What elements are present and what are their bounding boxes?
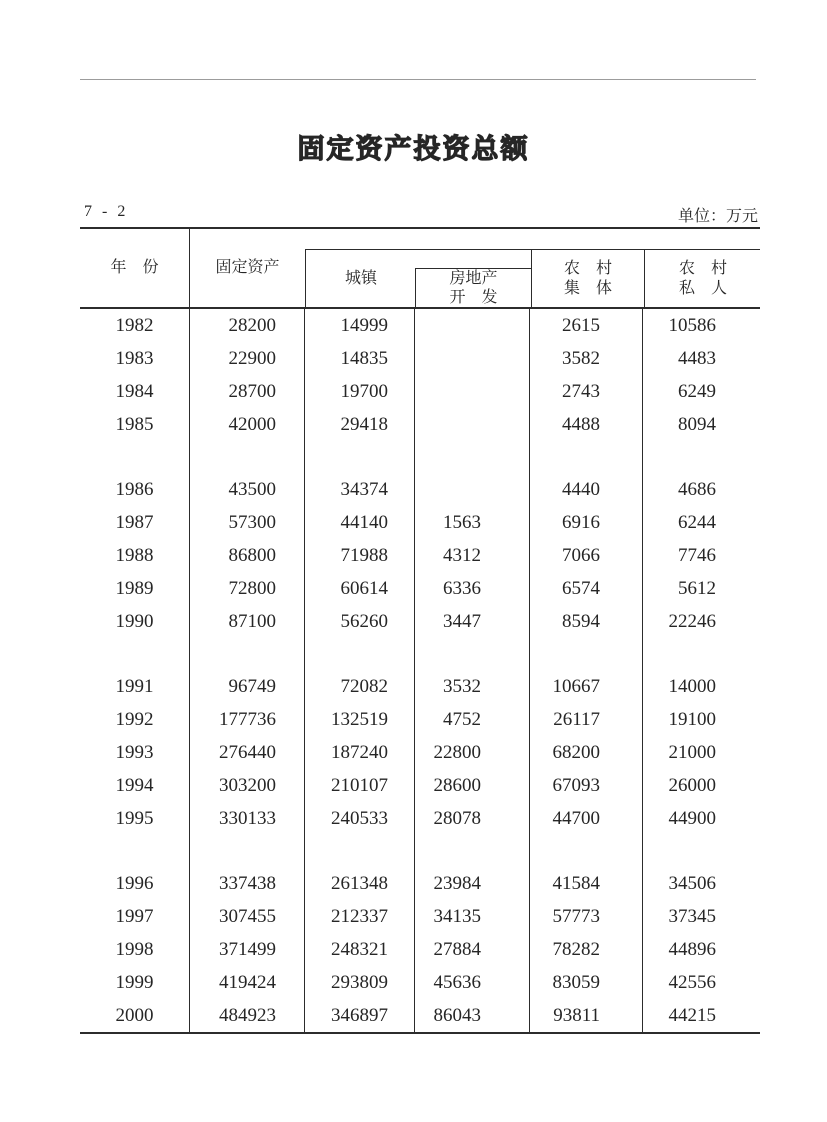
- cell-rural-collective: 78282: [530, 933, 643, 966]
- spacer-cell: [530, 638, 643, 670]
- table-row: [80, 408, 760, 441]
- table-row: [80, 900, 760, 933]
- cell-year: 1995: [80, 802, 190, 835]
- cell-fixed-assets: 22900: [190, 342, 305, 375]
- cell-urban: 60614: [305, 572, 415, 605]
- cell-year: 1991: [80, 670, 190, 703]
- spacer-cell: [305, 441, 415, 473]
- cell-real-estate: 3532: [415, 670, 530, 703]
- cell-rural-private: 21000: [668, 742, 716, 763]
- cell-urban: 240533: [305, 802, 415, 835]
- cell-year: 1983: [80, 342, 190, 375]
- cell-fixed-assets: 43500: [190, 473, 305, 506]
- cell-year: 2000: [80, 999, 190, 1032]
- cell-real-estate: 4752: [415, 703, 530, 736]
- page-title: 固定资产投资总额: [297, 134, 530, 164]
- cell-fixed-assets: 371499: [190, 933, 305, 966]
- spacer-cell: [415, 441, 530, 473]
- header-real-estate-line2: 开 发: [449, 289, 498, 306]
- cell-year: 1984: [80, 375, 190, 408]
- header-real-estate-line1: 房地产: [449, 270, 498, 287]
- table-row: [80, 999, 760, 1032]
- header-rural-private: [644, 250, 761, 307]
- header-rural-collective: [531, 250, 644, 307]
- cell-urban: 19700: [305, 375, 415, 408]
- cell-rural-private: 42556: [668, 972, 716, 993]
- spacer-cell: [190, 638, 305, 670]
- cell-rural-collective: 44700: [530, 802, 643, 835]
- cell-rural-private: 44900: [668, 808, 716, 829]
- cell-real-estate: 23984: [415, 867, 530, 900]
- cell-real-estate: [415, 309, 530, 342]
- cell-urban: 44140: [305, 506, 415, 539]
- cell-year: 1989: [80, 572, 190, 605]
- spacer-cell: [643, 835, 760, 867]
- spacer-cell: [530, 835, 643, 867]
- cell-year: 1999: [80, 966, 190, 999]
- cell-rural-collective: 10667: [530, 670, 643, 703]
- spacer-cell: [305, 835, 415, 867]
- spacer-cell: [643, 441, 760, 473]
- header-rural-private-line1: 农 村: [678, 259, 727, 277]
- cell-rural-collective: 4488: [530, 408, 643, 441]
- cell-rural-collective: 6916: [530, 506, 643, 539]
- cell-rural-collective: 7066: [530, 539, 643, 572]
- cell-real-estate: 28600: [415, 769, 530, 802]
- table-row: [80, 670, 760, 703]
- spacer-row: [80, 638, 760, 670]
- cell-rural-private: 6249: [678, 381, 716, 402]
- cell-real-estate: 22800: [415, 736, 530, 769]
- cell-fixed-assets: 303200: [190, 769, 305, 802]
- cell-urban: 14999: [305, 309, 415, 342]
- cell-real-estate: [415, 473, 530, 506]
- cell-year: 1992: [80, 703, 190, 736]
- cell-urban: 29418: [305, 408, 415, 441]
- cell-fixed-assets: 330133: [190, 802, 305, 835]
- cell-urban: 212337: [305, 900, 415, 933]
- spacer-cell: [80, 835, 190, 867]
- cell-urban: 261348: [305, 867, 415, 900]
- header-fixed-assets-label: 固定资产: [215, 259, 280, 276]
- cell-urban: 346897: [305, 999, 415, 1032]
- table-row: [80, 375, 760, 408]
- page-top-rule: [80, 79, 756, 80]
- cell-rural-collective: 6574: [530, 572, 643, 605]
- header-year-label: 年 份: [110, 259, 159, 276]
- cell-urban: 72082: [305, 670, 415, 703]
- cell-rural-private: 14000: [668, 676, 716, 697]
- table-number: 7 - 2: [84, 203, 129, 220]
- cell-year: 1985: [80, 408, 190, 441]
- header-year: [80, 229, 190, 307]
- cell-rural-private: 10586: [668, 315, 716, 336]
- unit-label: 单位：万元: [677, 208, 758, 225]
- header-urban: [306, 250, 416, 307]
- cell-year: 1990: [80, 605, 190, 638]
- cell-real-estate: 45636: [415, 966, 530, 999]
- spacer-cell: [530, 441, 643, 473]
- cell-urban: 71988: [305, 539, 415, 572]
- cell-year: 1982: [80, 309, 190, 342]
- cell-rural-collective: 2615: [530, 309, 643, 342]
- data-table: [80, 227, 760, 1034]
- cell-real-estate: [415, 342, 530, 375]
- cell-urban: 56260: [305, 605, 415, 638]
- table-row: [80, 933, 760, 966]
- header-rural-private-line2: 私 人: [678, 279, 727, 297]
- cell-rural-collective: 68200: [530, 736, 643, 769]
- cell-year: 1986: [80, 473, 190, 506]
- cell-rural-collective: 26117: [530, 703, 643, 736]
- cell-rural-collective: 67093: [530, 769, 643, 802]
- cell-fixed-assets: 337438: [190, 867, 305, 900]
- cell-fixed-assets: 307455: [190, 900, 305, 933]
- cell-fixed-assets: 276440: [190, 736, 305, 769]
- spacer-row: [80, 441, 760, 473]
- cell-rural-private: 34506: [668, 873, 716, 894]
- cell-year: 1993: [80, 736, 190, 769]
- table-row: [80, 572, 760, 605]
- cell-rural-collective: 8594: [530, 605, 643, 638]
- cell-fixed-assets: 42000: [190, 408, 305, 441]
- table-row: [80, 966, 760, 999]
- cell-real-estate: [415, 375, 530, 408]
- cell-urban: 210107: [305, 769, 415, 802]
- spacer-row: [80, 835, 760, 867]
- cell-urban: 293809: [305, 966, 415, 999]
- table-header: [80, 227, 760, 309]
- table-row: [80, 867, 760, 900]
- cell-real-estate: 3447: [415, 605, 530, 638]
- cell-real-estate: 27884: [415, 933, 530, 966]
- header-subcolumn-group: [305, 249, 760, 307]
- header-rural-collective-line1: 农 村: [563, 259, 612, 277]
- cell-fixed-assets: 86800: [190, 539, 305, 572]
- table-row: [80, 309, 760, 342]
- cell-fixed-assets: 57300: [190, 506, 305, 539]
- table-row: [80, 703, 760, 736]
- header-urban-label: 城镇: [344, 269, 377, 287]
- cell-urban: 248321: [305, 933, 415, 966]
- cell-real-estate: 6336: [415, 572, 530, 605]
- cell-fixed-assets: 87100: [190, 605, 305, 638]
- cell-rural-collective: 3582: [530, 342, 643, 375]
- spacer-cell: [415, 835, 530, 867]
- cell-rural-collective: 41584: [530, 867, 643, 900]
- table-row: [80, 802, 760, 835]
- cell-rural-private: 7746: [678, 545, 716, 566]
- cell-fixed-assets: 96749: [190, 670, 305, 703]
- cell-real-estate: 34135: [415, 900, 530, 933]
- cell-real-estate: [415, 408, 530, 441]
- header-fixed-assets: [190, 229, 305, 307]
- cell-rural-private: 5612: [678, 578, 716, 599]
- cell-year: 1998: [80, 933, 190, 966]
- cell-year: 1988: [80, 539, 190, 572]
- cell-real-estate: 4312: [415, 539, 530, 572]
- table-row: [80, 605, 760, 638]
- spacer-cell: [415, 638, 530, 670]
- cell-real-estate: 28078: [415, 802, 530, 835]
- cell-fixed-assets: 419424: [190, 966, 305, 999]
- cell-real-estate: 1563: [415, 506, 530, 539]
- cell-rural-private: 22246: [668, 611, 716, 632]
- cell-fixed-assets: 72800: [190, 572, 305, 605]
- spacer-cell: [305, 638, 415, 670]
- cell-rural-private: 37345: [668, 906, 716, 927]
- cell-rural-private: 4686: [678, 479, 716, 500]
- cell-rural-private: 44896: [668, 939, 716, 960]
- table-row: [80, 473, 760, 506]
- cell-rural-collective: 2743: [530, 375, 643, 408]
- cell-rural-private: 26000: [668, 775, 716, 796]
- spacer-cell: [190, 441, 305, 473]
- cell-rural-collective: 83059: [530, 966, 643, 999]
- cell-fixed-assets: 177736: [190, 703, 305, 736]
- table-body: [80, 309, 760, 1034]
- table-row: [80, 539, 760, 572]
- table-row: [80, 769, 760, 802]
- cell-rural-collective: 4440: [530, 473, 643, 506]
- cell-year: 1987: [80, 506, 190, 539]
- cell-fixed-assets: 484923: [190, 999, 305, 1032]
- table-meta: [82, 203, 760, 225]
- header-rural-collective-line2: 集 体: [563, 279, 612, 297]
- cell-fixed-assets: 28200: [190, 309, 305, 342]
- cell-rural-collective: 93811: [530, 999, 643, 1032]
- cell-fixed-assets: 28700: [190, 375, 305, 408]
- cell-rural-private: 6244: [678, 512, 716, 533]
- cell-urban: 34374: [305, 473, 415, 506]
- cell-year: 1996: [80, 867, 190, 900]
- cell-rural-private: 8094: [678, 414, 716, 435]
- spacer-cell: [643, 638, 760, 670]
- spacer-cell: [80, 638, 190, 670]
- cell-rural-private: 19100: [668, 709, 716, 730]
- cell-rural-private: 4483: [678, 348, 716, 369]
- cell-year: 1994: [80, 769, 190, 802]
- table-row: [80, 736, 760, 769]
- cell-year: 1997: [80, 900, 190, 933]
- cell-rural-private: 44215: [668, 1005, 716, 1026]
- cell-urban: 132519: [305, 703, 415, 736]
- spacer-cell: [80, 441, 190, 473]
- cell-rural-collective: 57773: [530, 900, 643, 933]
- spacer-cell: [190, 835, 305, 867]
- cell-real-estate: 86043: [415, 999, 530, 1032]
- cell-urban: 14835: [305, 342, 415, 375]
- cell-urban: 187240: [305, 736, 415, 769]
- header-real-estate: [415, 268, 531, 307]
- table-row: [80, 342, 760, 375]
- table-row: [80, 506, 760, 539]
